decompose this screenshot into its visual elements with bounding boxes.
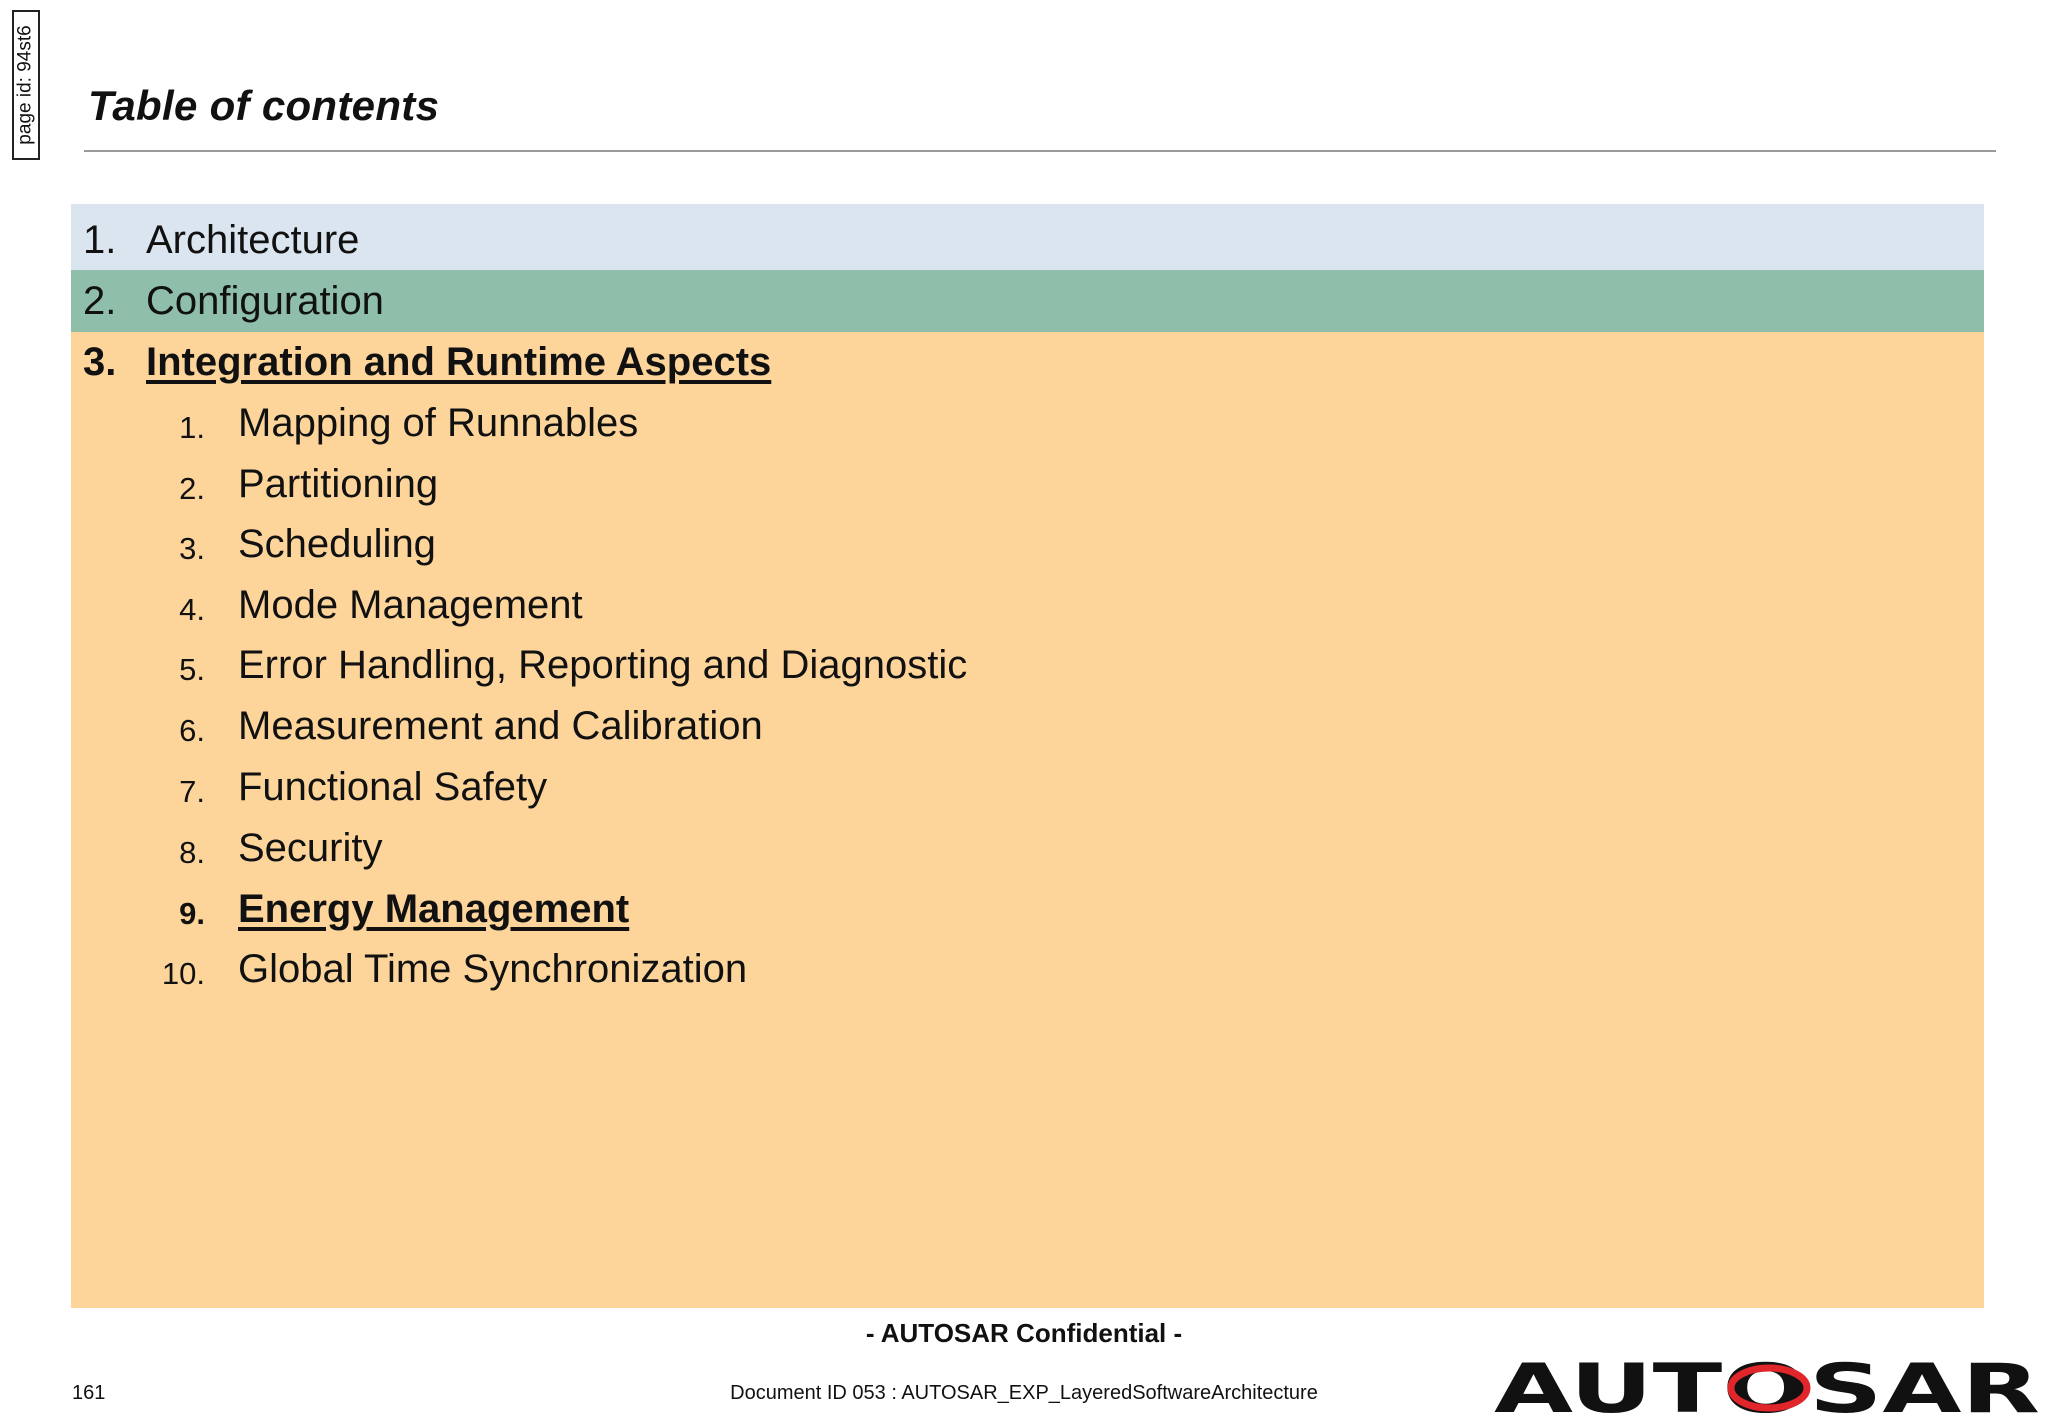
autosar-logo [1494, 1356, 2040, 1418]
toc-section-label: Integration and Runtime Aspects [146, 340, 772, 384]
toc-subsection-number: 7. [179, 774, 205, 809]
toc-section-number: 3. [83, 340, 117, 384]
toc-subsection-label: Security [238, 826, 383, 870]
toc-subsection-label: Mode Management [238, 583, 583, 627]
toc-subsection-label: Functional Safety [238, 765, 548, 809]
table-of-contents [71, 204, 1984, 1308]
page-id-label: page id: 94st6 [15, 25, 36, 145]
toc-section-label: Configuration [146, 279, 384, 323]
toc-subsection-number: 5. [179, 652, 205, 687]
toc-subsection-number: 8. [179, 835, 205, 870]
title-divider [84, 150, 1996, 152]
toc-section-number: 2. [83, 279, 117, 323]
toc-subsection-number: 3. [179, 531, 205, 566]
toc-subsection-label: Energy Management [238, 887, 630, 931]
toc-subsection-label: Measurement and Calibration [238, 704, 763, 748]
toc-subsection-label: Mapping of Runnables [238, 401, 639, 445]
page-number: 161 [72, 1382, 106, 1404]
autosar-logo-text: AUTOSAR [1494, 1356, 2040, 1418]
toc-subsection-label: Error Handling, Reporting and Diagnostic [238, 643, 968, 687]
toc-subsection-number: 10. [161, 956, 205, 991]
toc-section-label: Architecture [146, 218, 360, 262]
toc-section-number: 1. [83, 218, 117, 262]
page-id-box [12, 10, 40, 160]
toc-subsection-number: 4. [179, 592, 205, 627]
toc-subsection-number: 1. [179, 410, 205, 445]
toc-subsection-number: 6. [179, 713, 205, 748]
confidential-notice: - AUTOSAR Confidential - [865, 1318, 1183, 1348]
toc-subsection-number: 9. [179, 896, 205, 931]
toc-subsection-label: Scheduling [238, 522, 436, 566]
toc-subsection-label: Global Time Synchronization [238, 947, 748, 991]
toc-subsection-label: Partitioning [238, 462, 439, 506]
toc-subsection-number: 2. [179, 471, 205, 506]
page-title: Table of contents [88, 82, 440, 129]
document-id: Document ID 053 : AUTOSAR_EXP_LayeredSoftwareArchitecture [730, 1382, 1318, 1404]
